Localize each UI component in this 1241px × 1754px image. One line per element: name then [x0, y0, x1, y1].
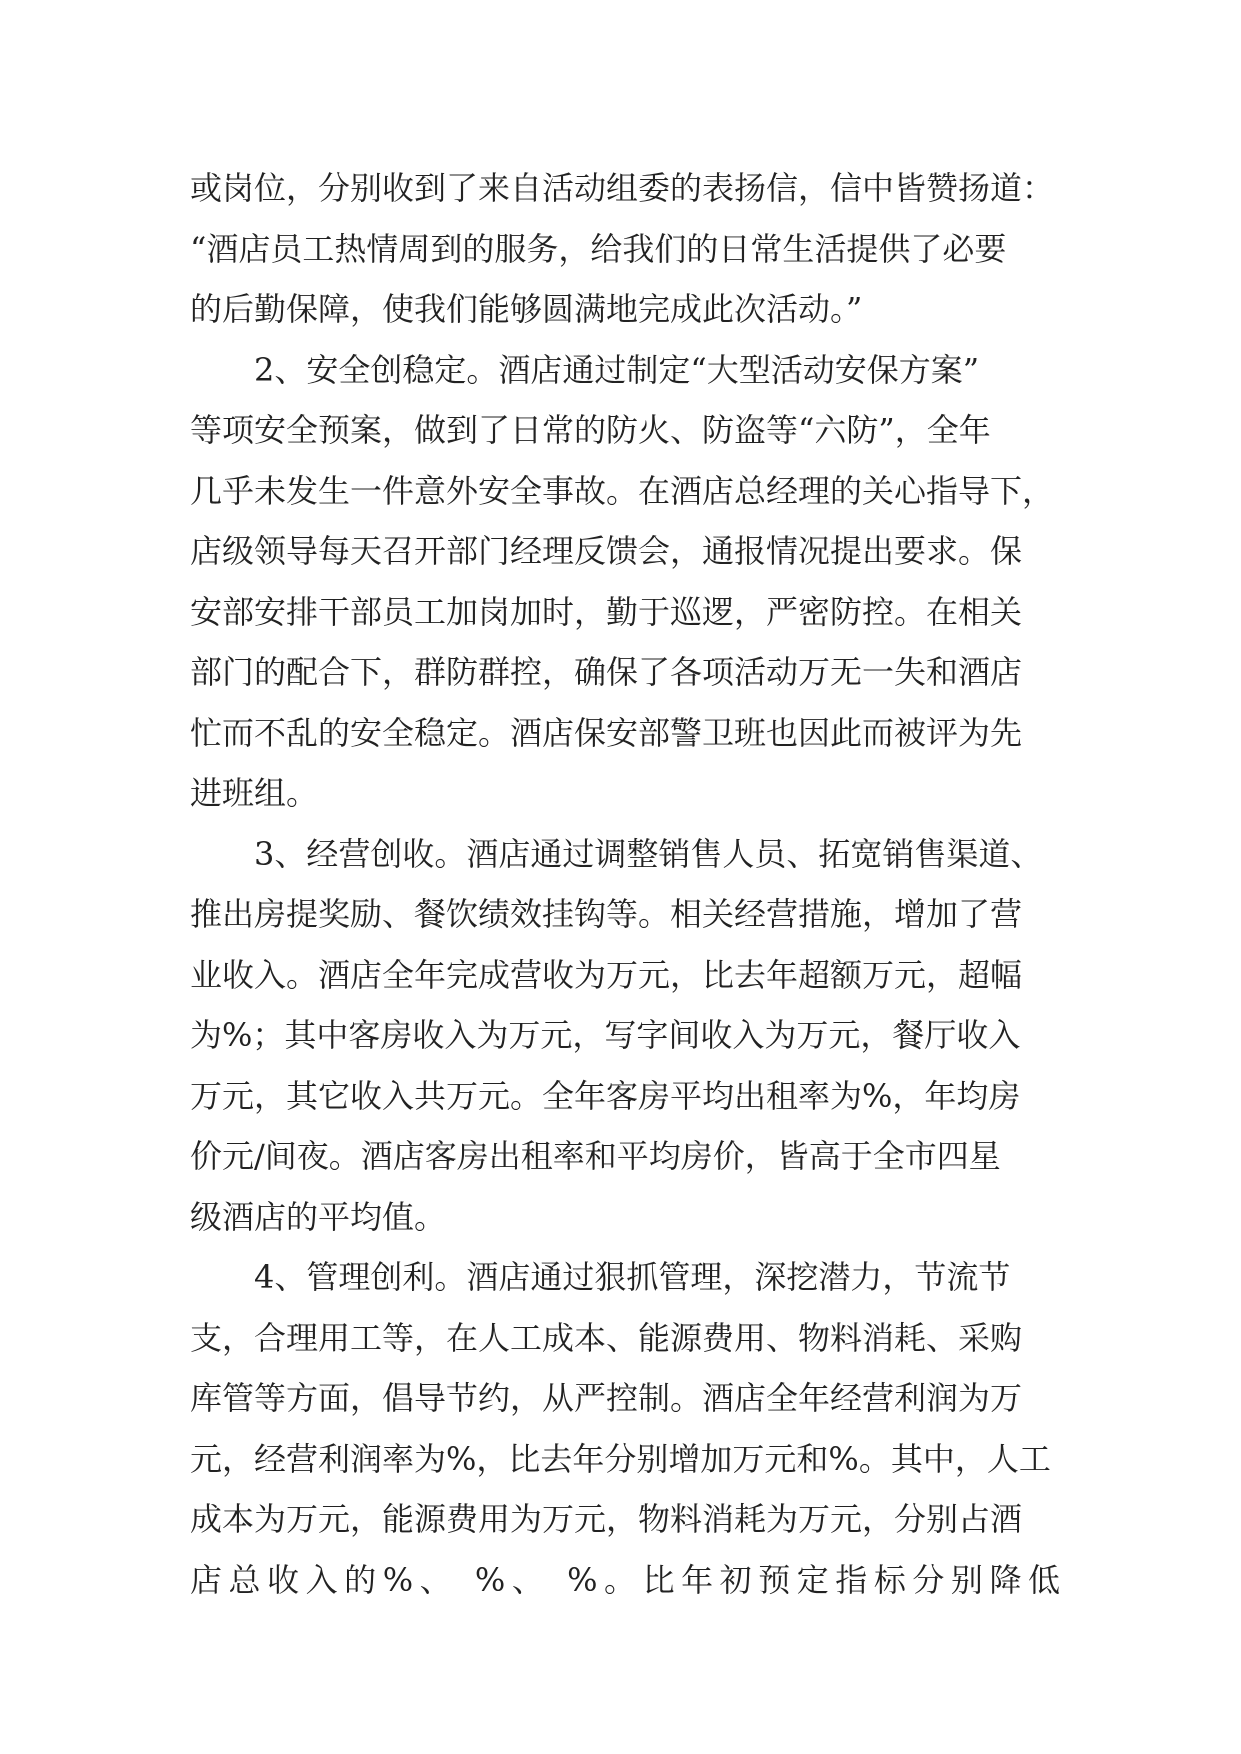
section-3-heading-line: 3、经营创收。酒店通过调整销售人员、拓宽销售渠道、 [254, 834, 1043, 873]
text-line: 元，经营利润率为%，比去年分别增加万元和%。其中，人工 [190, 1439, 1051, 1478]
text-line: 业收入。酒店全年完成营收为万元，比去年超额万元，超幅 [190, 955, 1023, 994]
text-line: 为%；其中客房收入为万元，写字间收入为万元，餐厅收入 [190, 1016, 1021, 1054]
text-line: 的后勤保障，使我们能够圆满地完成此次活动。” [190, 290, 863, 328]
text-line: 进班组。 [190, 774, 319, 812]
text-line: 库管等方面，倡导节约，从严控制。酒店全年经营利润为万 [190, 1379, 1023, 1417]
text-line: 或岗位，分别收到了来自活动组委的表扬信，信中皆赞扬道： [190, 169, 1055, 207]
text-line: 店级领导每天召开部门经理反馈会，通报情况提出要求。保 [190, 532, 1023, 570]
section-4-heading-line: 4、管理创利。酒店通过狠抓管理，深挖潜力，节流节 [254, 1258, 1011, 1296]
text-line: 忙而不乱的安全稳定。酒店保安部警卫班也因此而被评为先 [190, 713, 1023, 752]
text-line: 支，合理用工等，在人工成本、能源费用、物料消耗、采购 [190, 1318, 1023, 1357]
text-line: 万元，其它收入共万元。全年客房平均出租率为%，年均房 [190, 1076, 1021, 1115]
section-2-heading-line: 2、安全创稳定。酒店通过制定“大型活动安保方案” [254, 350, 980, 389]
text-line: 等项安全预案，做到了日常的防火、防盗等“六防”，全年 [190, 411, 991, 449]
text-line: 几乎未发生一件意外安全事故。在酒店总经理的关心指导下， [190, 471, 1055, 510]
text-line: 成本为万元，能源费用为万元，物料消耗为万元，分别占酒 [190, 1500, 1023, 1538]
text-line: 推出房提奖励、餐饮绩效挂钩等。相关经营措施，增加了营 [190, 895, 1023, 933]
document-body [190, 158, 1060, 1610]
text-line: 店总收入的%、 %、 %。比年初预定指标分别降低 [190, 1560, 1060, 1599]
text-line: “酒店员工热情周到的服务，给我们的日常生活提供了必要 [190, 229, 1007, 268]
text-line: 价元/间夜。酒店客房出租率和平均房价，皆高于全市四星 [190, 1137, 1001, 1175]
text-line: 级酒店的平均值。 [190, 1197, 447, 1236]
text-line: 安部安排干部员工加岗加时，勤于巡逻，严密防控。在相关 [190, 592, 1023, 631]
text-line: 部门的配合下，群防群控，确保了各项活动万无一失和酒店 [190, 653, 1023, 691]
